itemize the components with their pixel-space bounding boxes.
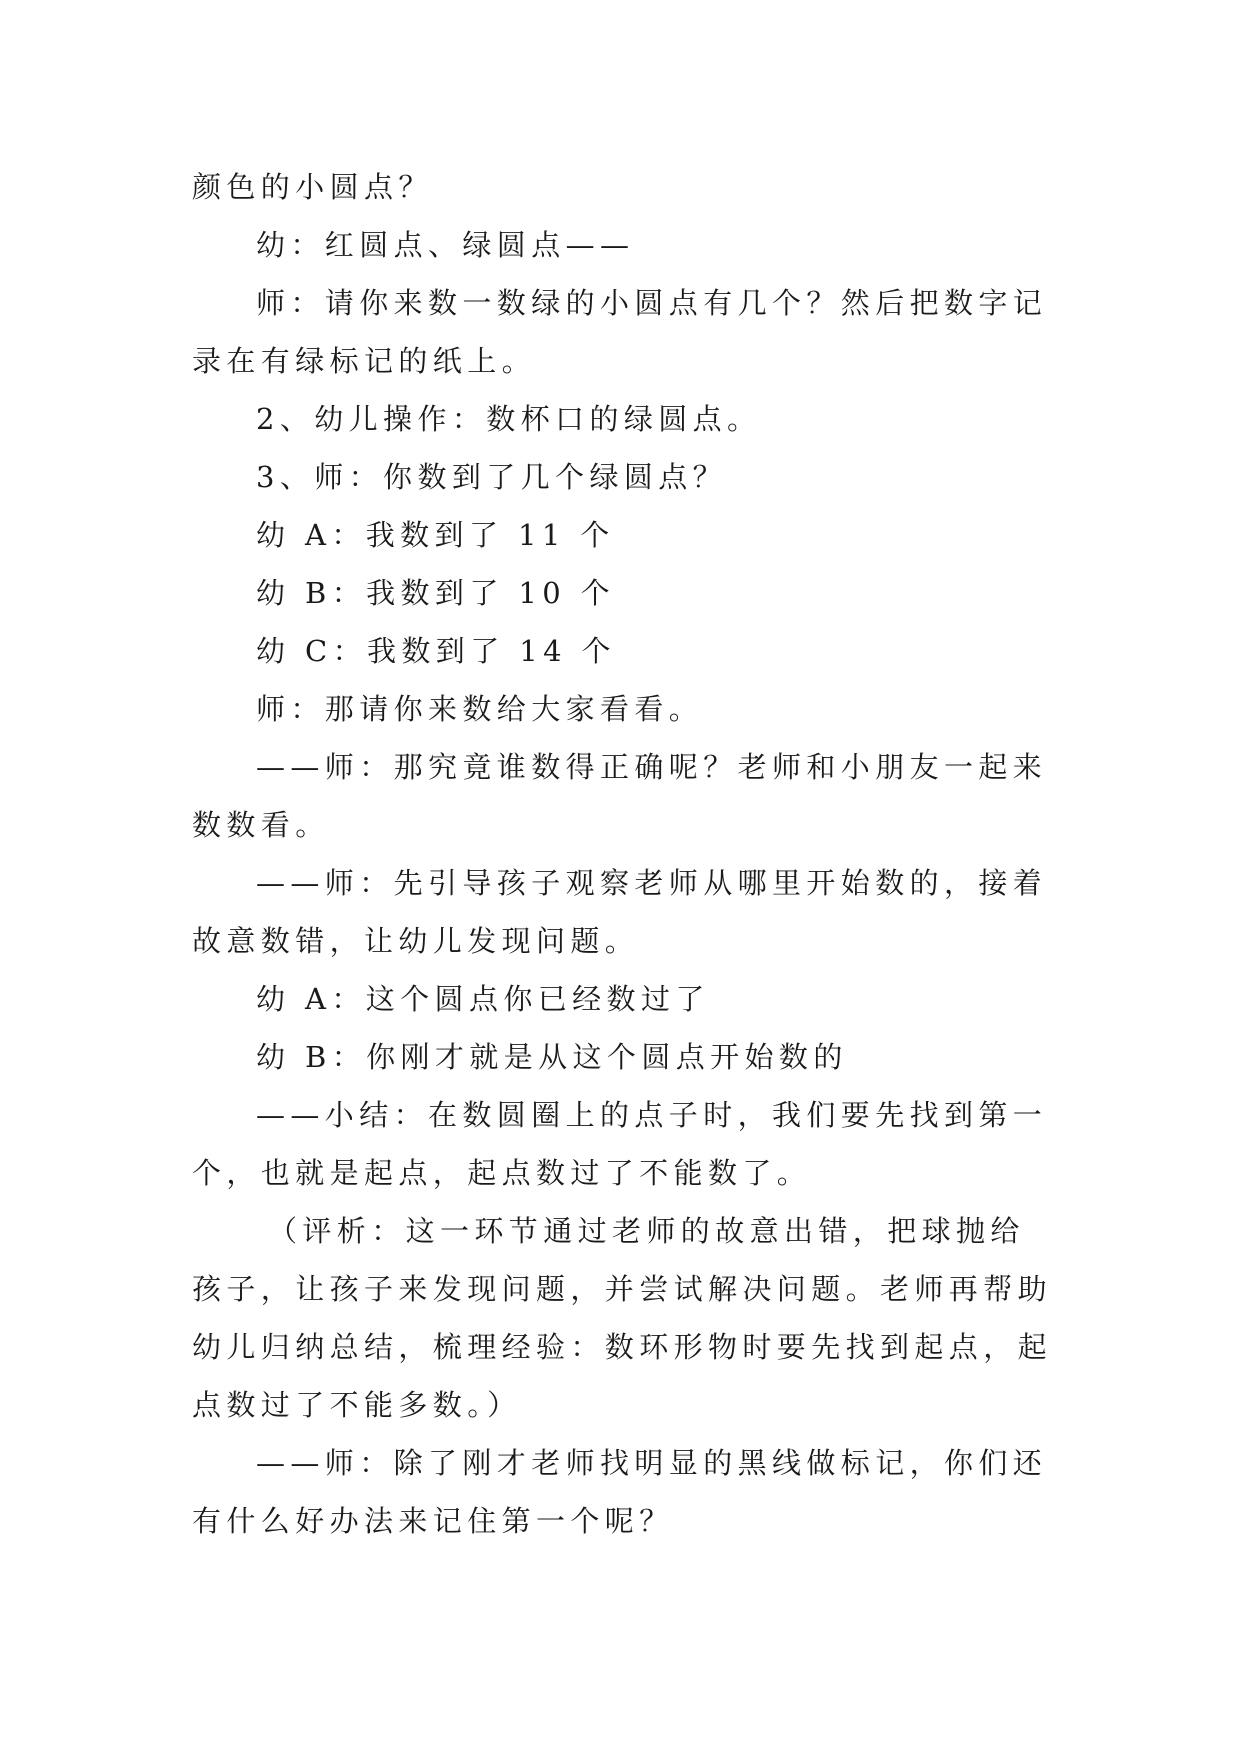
paragraph: ——小结：在数圆圈上的点子时，我们要先找到第一个，也就是起点，起点数过了不能数了。 [192, 1098, 1048, 1190]
paragraph: ——师：除了刚才老师找明显的黑线做标记，你们还有什么好办法来记住第一个呢？ [192, 1446, 1048, 1538]
paragraph: ——师：那究竟谁数得正确呢？老师和小朋友一起来数数看。 [192, 750, 1048, 842]
paragraph: 幼 C：我数到了 14 个 [256, 634, 616, 668]
paragraph: 2、幼儿操作：数杯口的绿圆点。 [256, 402, 762, 436]
paragraph: 师：那请你来数给大家看看。 [256, 692, 704, 726]
paragraph: 幼 B：我数到了 10 个 [256, 576, 616, 610]
paragraph: 幼 B：你刚才就是从这个圆点开始数的 [256, 1040, 848, 1074]
paragraph: ——师：先引导孩子观察老师从哪里开始数的，接着故意数错，让幼儿发现问题。 [192, 866, 1048, 958]
paragraph: （评析：这一环节通过老师的故意出错，把球抛给孩子，让孩子来发现问题，并尝试解决问题。老师再帮助幼儿归纳总结，梳理经验：数环形物时要先找到起点，起点数过了不能多数。） [192, 1214, 1053, 1422]
paragraph: 颜色的小圆点？ [192, 170, 433, 204]
document-body [192, 158, 1058, 1550]
paragraph: 师：请你来数一数绿的小圆点有几个？然后把数字记录在有绿标记的纸上。 [192, 286, 1048, 378]
paragraph: 幼 A：这个圆点你已经数过了 [256, 982, 710, 1016]
paragraph: 3、师：你数到了几个绿圆点？ [256, 460, 728, 494]
paragraph: 幼 A：我数到了 11 个 [256, 518, 615, 552]
paragraph: 幼：红圆点、绿圆点—— [256, 228, 635, 262]
